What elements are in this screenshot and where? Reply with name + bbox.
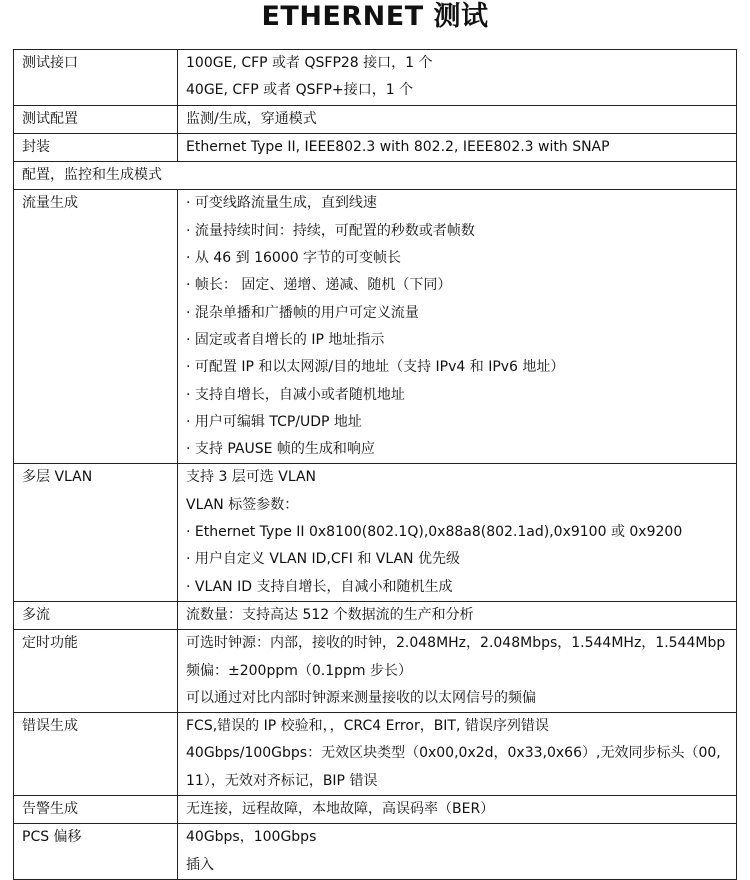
value-line: 流数量：支持高达 512 个数据流的生产和分析 [186, 606, 474, 623]
value-line: · Ethernet Type II 0x8100(802.1Q),0x88a8(802.1ad),0x9100 或 0x9200 [186, 524, 683, 541]
row-value [178, 464, 737, 601]
spec-row [14, 713, 737, 796]
spec-row [14, 630, 737, 713]
value-line: · 用户可编辑 TCP/UDP 地址 [186, 413, 362, 430]
row-value [178, 133, 737, 161]
value-line: 11），无效对齐标记，BIP 错误 [186, 772, 378, 789]
row-value [178, 630, 737, 713]
value-line: 监测/生成，穿通模式 [186, 110, 317, 127]
value-line: 无连接，远程故障，本地故障，高误码率（BER） [186, 801, 495, 818]
row-label: 错误生成 [14, 713, 178, 796]
row-label: 多层 VLAN [14, 464, 178, 601]
spec-row [14, 190, 737, 464]
row-value [178, 50, 737, 106]
row-value [178, 105, 737, 133]
row-value [178, 713, 737, 796]
value-line: 40Gbps/100Gbps：无效区块类型（0x00,0x2d，0x33,0x66）,无效同步标头（00, [186, 745, 721, 762]
value-line: 可以通过对比内部时钟源来测量接收的以太网信号的频偏 [186, 689, 536, 706]
value-line: 100GE, CFP 或者 QSFP28 接口，1 个 [186, 55, 433, 71]
value-line: 插入 [186, 856, 214, 873]
value-line: 40Gbps，100Gbps [186, 829, 317, 846]
row-label: PCS 偏移 [14, 824, 178, 880]
row-label: 流量生成 [14, 190, 178, 464]
value-line: · 可变线路流量生成，直到线速 [186, 195, 377, 212]
spec-row [14, 105, 737, 133]
value-line: FCS,错误的 IP 校验和，，CRC4 Error，BIT, 错误序列错误 [186, 718, 549, 735]
value-line: 40GE, CFP 或者 QSFP+接口，1 个 [186, 82, 414, 99]
value-line: · 流量持续时间：持续，可配置的秒数或者帧数 [186, 222, 475, 239]
row-value [178, 190, 737, 464]
value-line: 可选时钟源：内部，接收的时钟，2.048MHz，2.048Mbps，1.544MHz，1.544Mbp [186, 635, 726, 652]
value-line: · 帧长： 固定、递增、递减、随机（下同） [186, 277, 452, 294]
spec-row [14, 464, 737, 601]
value-line: · 从 46 到 16000 字节的可变帧长 [186, 250, 402, 267]
row-label: 多流 [14, 601, 178, 629]
page-title: ETHERNET 测试 [261, 1, 489, 32]
spec-table-body [14, 50, 737, 880]
section-row [14, 162, 737, 190]
value-line: · 可配置 IP 和以太网源/目的地址（支持 IPv4 和 IPv6 地址） [186, 359, 565, 376]
spec-row [14, 50, 737, 106]
spec-table [13, 49, 737, 880]
row-label: 告警生成 [14, 796, 178, 824]
value-line: 支持 3 层可选 VLAN [186, 469, 317, 486]
value-line: Ethernet Type II, IEEE802.3 with 802.2, IEEE802.3 with SNAP [186, 138, 610, 155]
row-label: 测试配置 [14, 105, 178, 133]
spec-row [14, 133, 737, 161]
value-line: VLAN 标签参数： [186, 496, 299, 513]
row-label: 定时功能 [14, 630, 178, 713]
value-line: · 支持自增长，自减小或者随机地址 [186, 386, 405, 403]
value-line: 频偏：±200ppm（0.1ppm 步长） [186, 662, 412, 679]
row-value [178, 824, 737, 880]
value-line: · 混杂单播和广播帧的用户可定义流量 [186, 304, 419, 321]
spec-row [14, 796, 737, 824]
value-line: · VLAN ID 支持自增长，自减小和随机生成 [186, 578, 453, 595]
value-line: · 固定或者自增长的 IP 地址指示 [186, 331, 385, 348]
value-line: · 用户自定义 VLAN ID,CFI 和 VLAN 优先级 [186, 551, 460, 568]
section-heading: 配置，监控和生成模式 [14, 162, 737, 190]
spec-row [14, 601, 737, 629]
spec-row [14, 824, 737, 880]
row-value [178, 601, 737, 629]
row-value [178, 796, 737, 824]
row-label: 测试接口 [14, 50, 178, 106]
row-label: 封装 [14, 133, 178, 161]
value-line: · 支持 PAUSE 帧的生成和响应 [186, 441, 375, 458]
